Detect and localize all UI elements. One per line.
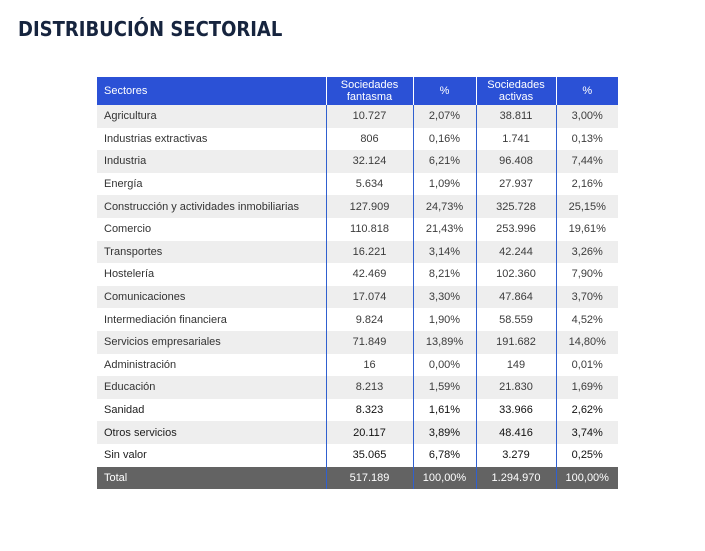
sociedades-activas-value: 253.996 xyxy=(476,218,556,241)
page-title: DISTRIBUCIÓN SECTORIAL xyxy=(18,17,283,41)
sociedades-fantasma-value: 5.634 xyxy=(326,173,413,196)
header-sociedades-activas: Sociedades activas xyxy=(476,77,556,105)
table-row xyxy=(97,263,618,286)
table-row xyxy=(97,399,618,422)
sociedades-fantasma-value: 8.213 xyxy=(326,376,413,399)
sociedades-activas-value: 191.682 xyxy=(476,331,556,354)
sociedades-fantasma-value: 42.469 xyxy=(326,263,413,286)
pct-activas-value: 3,26% xyxy=(556,241,618,264)
sociedades-fantasma-value: 32.124 xyxy=(326,150,413,173)
table-row xyxy=(97,421,618,444)
table-row xyxy=(97,105,618,128)
sociedades-fantasma-value: 127.909 xyxy=(326,195,413,218)
sociedades-activas-value: 48.416 xyxy=(476,421,556,444)
pct-fantasma-value: 21,43% xyxy=(413,218,476,241)
table-row xyxy=(97,308,618,331)
sociedades-fantasma-value: 20.117 xyxy=(326,421,413,444)
sociedades-activas-value: 1.741 xyxy=(476,128,556,151)
pct-fantasma-value: 0,00% xyxy=(413,354,476,377)
sociedades-activas-value: 3.279 xyxy=(476,444,556,467)
table-row xyxy=(97,444,618,467)
sociedades-activas-value: 21.830 xyxy=(476,376,556,399)
sociedades-activas-value: 58.559 xyxy=(476,308,556,331)
total-activas: 1.294.970 xyxy=(476,467,556,489)
table-row xyxy=(97,173,618,196)
pct-activas-value: 0,13% xyxy=(556,128,618,151)
table-header-row xyxy=(97,77,618,105)
pct-fantasma-value: 8,21% xyxy=(413,263,476,286)
sector-name: Otros servicios xyxy=(97,421,326,444)
pct-activas-value: 3,70% xyxy=(556,286,618,309)
pct-fantasma-value: 3,30% xyxy=(413,286,476,309)
sector-name: Energía xyxy=(97,173,326,196)
pct-fantasma-value: 0,16% xyxy=(413,128,476,151)
pct-activas-value: 19,61% xyxy=(556,218,618,241)
pct-activas-value: 4,52% xyxy=(556,308,618,331)
sector-distribution-table xyxy=(97,77,618,489)
sociedades-fantasma-value: 806 xyxy=(326,128,413,151)
table-row xyxy=(97,195,618,218)
sociedades-activas-value: 96.408 xyxy=(476,150,556,173)
pct-activas-value: 25,15% xyxy=(556,195,618,218)
pct-activas-value: 14,80% xyxy=(556,331,618,354)
sociedades-activas-value: 325.728 xyxy=(476,195,556,218)
total-label: Total xyxy=(97,467,326,489)
sector-name: Intermediación financiera xyxy=(97,308,326,331)
pct-activas-value: 2,16% xyxy=(556,173,618,196)
sector-name: Sanidad xyxy=(97,399,326,422)
header-sectores: Sectores xyxy=(97,77,326,105)
pct-fantasma-value: 6,21% xyxy=(413,150,476,173)
pct-fantasma-value: 24,73% xyxy=(413,195,476,218)
pct-activas-value: 7,90% xyxy=(556,263,618,286)
pct-fantasma-value: 2,07% xyxy=(413,105,476,128)
sector-name: Hostelería xyxy=(97,263,326,286)
pct-activas-value: 7,44% xyxy=(556,150,618,173)
table-row xyxy=(97,218,618,241)
sociedades-fantasma-value: 16 xyxy=(326,354,413,377)
header-sociedades-fantasma: Sociedades fantasma xyxy=(326,77,413,105)
sector-name: Industrias extractivas xyxy=(97,128,326,151)
pct-fantasma-value: 3,89% xyxy=(413,421,476,444)
table-row xyxy=(97,128,618,151)
sociedades-activas-value: 102.360 xyxy=(476,263,556,286)
pct-fantasma-value: 1,09% xyxy=(413,173,476,196)
sector-name: Agricultura xyxy=(97,105,326,128)
header-pct-activas: % xyxy=(556,77,618,105)
table-row xyxy=(97,331,618,354)
table-row xyxy=(97,150,618,173)
pct-activas-value: 3,74% xyxy=(556,421,618,444)
sociedades-fantasma-value: 8.323 xyxy=(326,399,413,422)
sociedades-activas-value: 47.864 xyxy=(476,286,556,309)
total-row xyxy=(97,467,618,489)
pct-fantasma-value: 1,61% xyxy=(413,399,476,422)
sociedades-activas-value: 27.937 xyxy=(476,173,556,196)
pct-fantasma-value: 6,78% xyxy=(413,444,476,467)
sector-name: Comunicaciones xyxy=(97,286,326,309)
pct-activas-value: 2,62% xyxy=(556,399,618,422)
sector-name: Comercio xyxy=(97,218,326,241)
table-row xyxy=(97,286,618,309)
pct-activas-value: 0,25% xyxy=(556,444,618,467)
total-fantasma: 517.189 xyxy=(326,467,413,489)
sociedades-activas-value: 42.244 xyxy=(476,241,556,264)
sector-name: Construcción y actividades inmobiliarias xyxy=(97,195,326,218)
sector-name: Sin valor xyxy=(97,444,326,467)
pct-fantasma-value: 3,14% xyxy=(413,241,476,264)
table-row xyxy=(97,354,618,377)
total-pct-activas: 100,00% xyxy=(556,467,618,489)
pct-fantasma-value: 13,89% xyxy=(413,331,476,354)
sector-name: Educación xyxy=(97,376,326,399)
sociedades-fantasma-value: 16.221 xyxy=(326,241,413,264)
pct-activas-value: 3,00% xyxy=(556,105,618,128)
sociedades-fantasma-value: 9.824 xyxy=(326,308,413,331)
table-body xyxy=(97,105,618,467)
sector-name: Servicios empresariales xyxy=(97,331,326,354)
table-row xyxy=(97,241,618,264)
sector-name: Industria xyxy=(97,150,326,173)
sociedades-fantasma-value: 71.849 xyxy=(326,331,413,354)
header-pct-fantasma: % xyxy=(413,77,476,105)
sector-name: Transportes xyxy=(97,241,326,264)
pct-activas-value: 0,01% xyxy=(556,354,618,377)
sociedades-activas-value: 149 xyxy=(476,354,556,377)
sociedades-fantasma-value: 10.727 xyxy=(326,105,413,128)
pct-fantasma-value: 1,59% xyxy=(413,376,476,399)
sociedades-activas-value: 38.811 xyxy=(476,105,556,128)
table-row xyxy=(97,376,618,399)
sociedades-fantasma-value: 35.065 xyxy=(326,444,413,467)
sociedades-fantasma-value: 17.074 xyxy=(326,286,413,309)
sociedades-fantasma-value: 110.818 xyxy=(326,218,413,241)
pct-fantasma-value: 1,90% xyxy=(413,308,476,331)
pct-activas-value: 1,69% xyxy=(556,376,618,399)
sector-name: Administración xyxy=(97,354,326,377)
sociedades-activas-value: 33.966 xyxy=(476,399,556,422)
total-pct-fantasma: 100,00% xyxy=(413,467,476,489)
